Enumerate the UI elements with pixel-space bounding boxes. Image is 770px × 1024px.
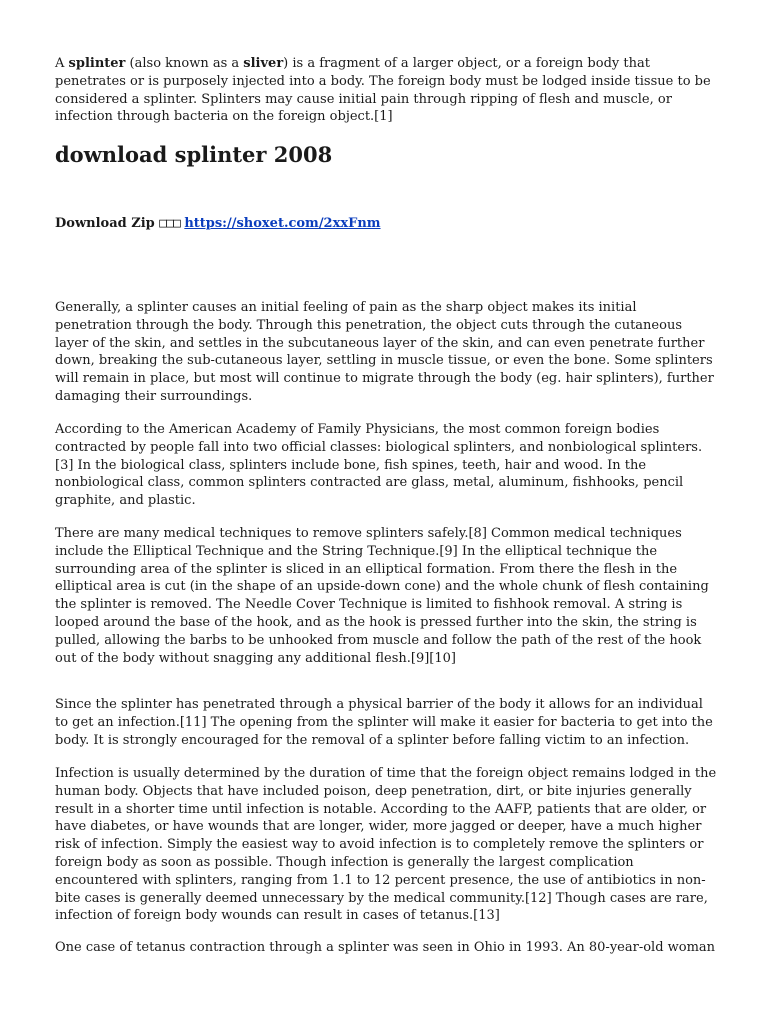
download-label: Download Zip [55,216,155,231]
term-sliver: sliver [243,56,284,71]
download-line [55,215,381,233]
intro-paragraph [55,55,717,126]
paragraph-tetanus-case: One case of tetanus contraction through a splinter was seen in Ohio in 1993. An 80-year-old woman [55,940,716,955]
download-link[interactable]: https://shoxet.com/2xxFnm [184,216,381,231]
paragraph-infection-intro: Since the splinter has penetrated through a physical barrier of the body it allows for an individual to get an infection.[11] The opening from the splinter will make it easier for bacteria to get into the body. It is strongly encouraged for the removal of a splinter before falling victim to an infection. [55,697,713,748]
paragraph-pain: Generally, a splinter causes an initial feeling of pain as the sharp object makes its initial penetration through the body. Through this penetration, the object cuts through the cutaneous layer of the skin, and settles in the subcutaneous layer of the skin, and can even penetrate further down, breaking the sub-cutaneous layer, settling in muscle tissue, or even the bone. Some splinters will remain in place, but most will continue to migrate through the body (eg. hair splinters), further damaging their surroundings. [55,300,714,404]
paragraph-infection-details: Infection is usually determined by the duration of time that the foreign object remains lodged in the human body. Objects that have included poison, deep penetration, dirt, or bite injuries generally result in a shorter time until infection is notable. According to the AAFP, patients that are older, or have diabetes, or have wounds that are longer, wider, more jagged or deeper, have a much higher risk of infection. Simply the easiest way to avoid infection is to completely remove the splinters or foreign body as soon as possible. Though infection is generally the largest complication encountered with splinters, ranging from 1.1 to 12 percent presence, the use of antibiotics in non-bite cases is generally deemed unnecessary by the medical community.[12] Though cases are rare, infection of foreign body wounds can result in cases of tetanus.[13] [55,766,717,924]
intro-text-rest: ) is a fragment of a larger object, or a foreign body that penetrates or is purposely injected into a body. The foreign body must be lodged inside tissue to be considered a splinter. Splinters may cause initial pain through ripping of flesh and muscle, or infection through bacteria on the foreign object.[1] [55,56,711,125]
page-title: download splinter 2008 [55,142,333,167]
arrow-glyphs: □□□ [159,216,180,231]
paragraph-removal-techniques: There are many medical techniques to remove splinters safely.[8] Common medical techniques include the Elliptical Technique and the String Technique.[9] In the elliptical technique the surrounding area of the splinter is sliced in an elliptical formation. From there the flesh in the elliptical area is cut (in the shape of an upside-down cone) and the whole chunk of flesh containing the splinter is removed. The Needle Cover Technique is limited to fishhook removal. A string is looped around the base of the hook, and as the hook is pressed further into the skin, the string is pulled, allowing the barbs to be unhooked from muscle and follow the path of the rest of the hook out of the body without snagging any additional flesh.[9][10] [55,526,709,666]
paragraph-classes: According to the American Academy of Family Physicians, the most common foreign bodies contracted by people fall into two official classes: biological splinters, and nonbiological splinters.[3] In the biological class, splinters include bone, fish spines, teeth, hair and wood. In the nonbiological class, common splinters contracted are glass, metal, aluminum, fishhooks, pencil graphite, and plastic. [55,422,703,509]
term-splinter: splinter [68,56,126,71]
intro-text-a: A [55,56,69,71]
intro-text-mid: (also known as a [125,56,244,71]
